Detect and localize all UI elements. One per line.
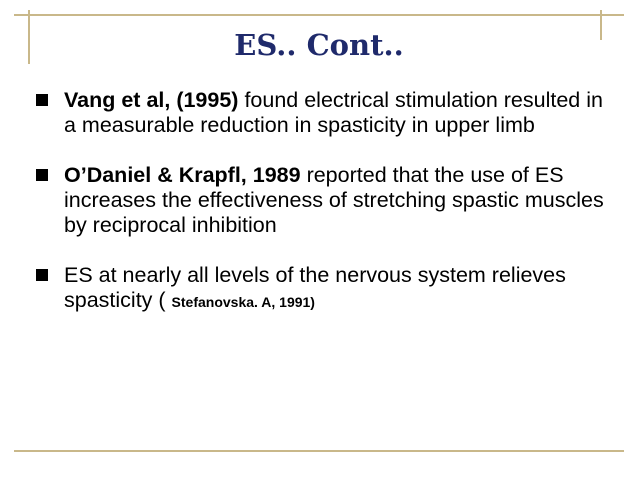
slide-title: ES.. Cont.. [234, 28, 404, 62]
bullet-citation: Stefanovska. A, 1991) [171, 294, 315, 310]
top-rule [14, 14, 624, 16]
bullet-item-vang [34, 88, 614, 138]
bullet-author: Vang et al, (1995) [64, 88, 239, 112]
bullet-text: reported that the use of ES increases the effectiveness of stretching spastic muscles by reciprocal inhibition [64, 163, 604, 237]
bullet-text: ES at nearly all levels of the nervous system relieves spasticity ( [64, 263, 566, 312]
bullet-list [34, 88, 614, 315]
square-bullet-icon [36, 269, 48, 281]
bullet-item-stefanovska [34, 263, 614, 315]
square-bullet-icon [36, 169, 48, 181]
bottom-rule [14, 450, 624, 452]
square-bullet-icon [36, 94, 48, 106]
bullet-item-odaniel [34, 163, 614, 238]
bullet-text: found electrical stimulation resulted in a measurable reduction in spasticity in upper limb [64, 88, 603, 137]
bullet-author: O’Daniel & Krapfl, 1989 [64, 163, 301, 187]
